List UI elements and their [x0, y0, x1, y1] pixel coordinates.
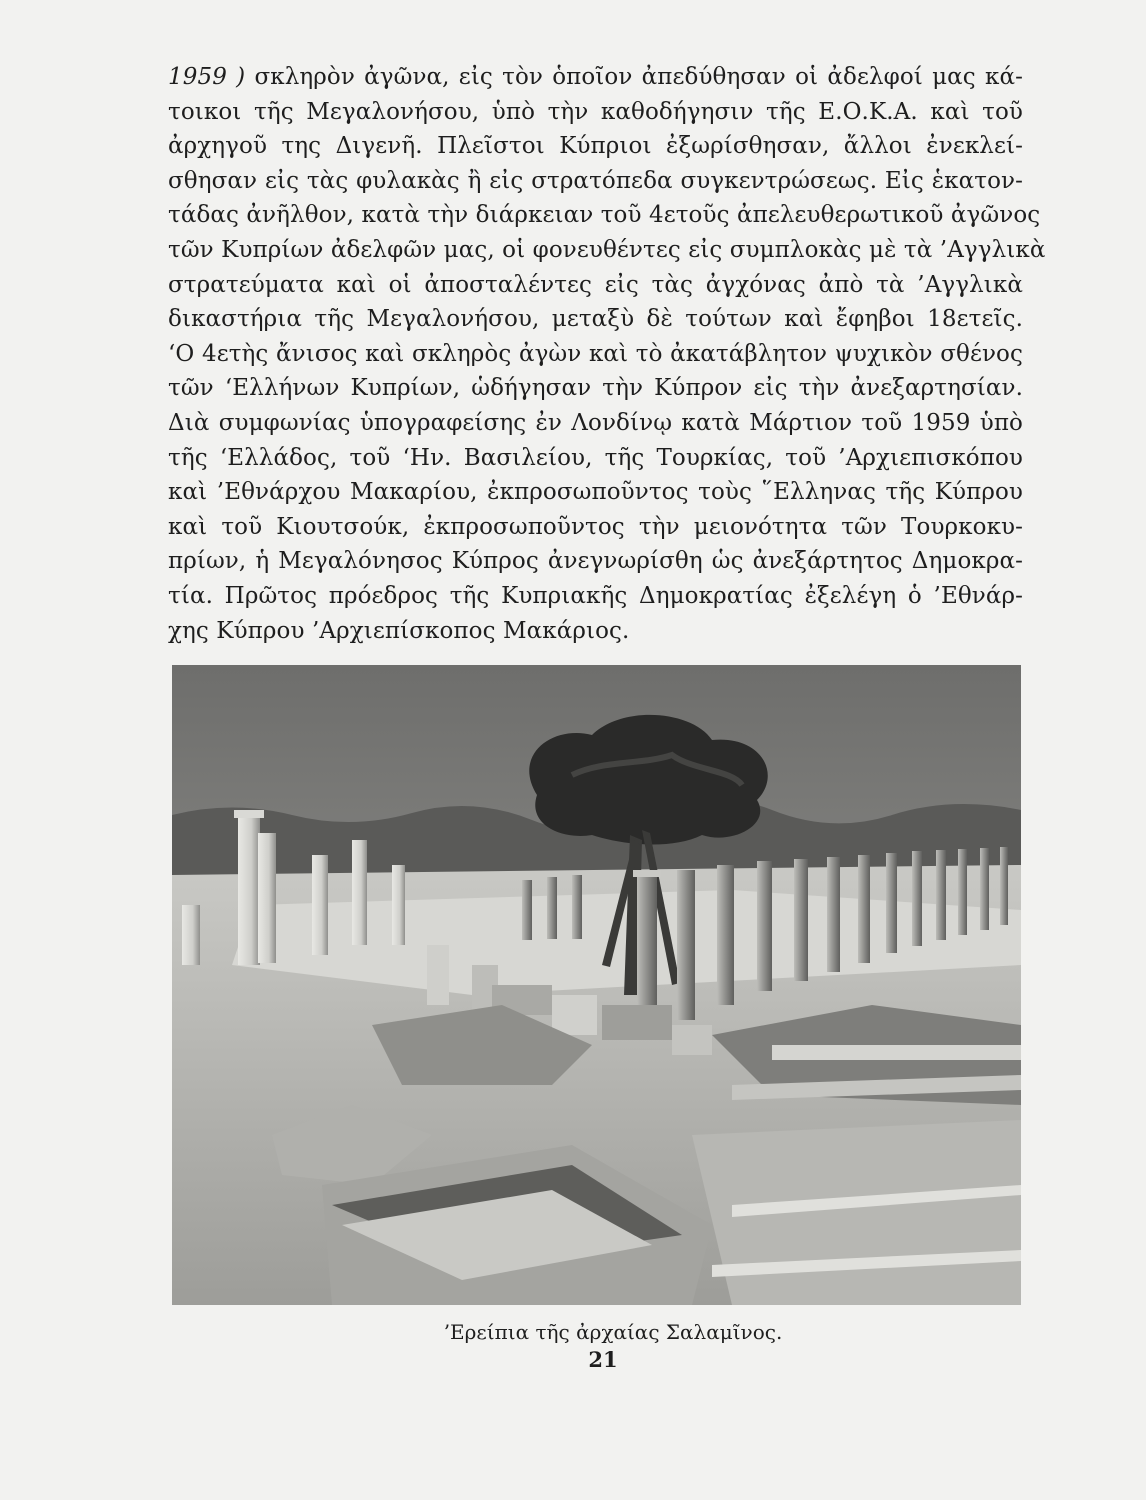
text-line: τία. Πρῶτος πρόεδρος τῆς Κυπριακῆς Δημοκρατίας ἐξελέγη ὁ ’Εθνάρ-	[168, 582, 1023, 609]
text-line: Διὰ συμφωνίας ὑπογραφείσης ἐν Λονδίνῳ κατὰ Μάρτιον τοῦ 1959 ὑπὸ	[168, 409, 1023, 436]
salamis-ruins-photo	[172, 665, 1021, 1305]
text-line: 1959 ) σκληρὸν ἀγῶνα, εἰς τὸν ὁποῖον ἀπεδύθησαν οἱ ἀδελφοί μας κά-	[168, 64, 1023, 90]
figure-caption: ’Ερείπια τῆς ἀρχαίας Σαλαμῖνος.	[443, 1320, 783, 1344]
text-line: στρατεύματα καὶ οἱ ἀποσταλέντες εἰς τὰς ἀγχόνας ἀπὸ τὰ ’Αγγλικὰ	[168, 271, 1023, 298]
text-line: τάδας ἀνῆλθον, κατὰ τὴν διάρκειαν τοῦ 4ετοῦς ἀπελευθερωτικοῦ ἀγῶνος	[168, 202, 1041, 229]
text-line: τῆς ‘Ελλάδος, τοῦ ‘Ην. Βασιλείου, τῆς Τουρκίας, τοῦ ’Αρχιεπισκόπου	[168, 444, 1023, 471]
text-line: χης Κύπρου ’Αρχιεπίσκοπος Μακάριος.	[168, 617, 630, 644]
text-line: ἀρχηγοῦ της Διγενῆ. Πλεῖστοι Κύπριοι ἐξωρίσθησαν, ἄλλοι ἐνεκλεί-	[168, 133, 1023, 160]
text-line: πρίων, ἡ Μεγαλόνησος Κύπρος ἀνεγνωρίσθη ὡς ἀνεξάρτητος Δημοκρα-	[168, 548, 1023, 575]
text-line: τῶν ‘Ελλήνων Κυπρίων, ὡδήγησαν τὴν Κύπρον εἰς τὴν ἀνεξαρτησίαν.	[168, 375, 1023, 402]
text-line: καὶ ’Εθνάρχου Μακαρίου, ἐκπροσωποῦντος τοὺς ῞Ελληνας τῆς Κύπρου	[168, 479, 1023, 506]
text-line: καὶ τοῦ Κιουτσούκ, ἐκπροσωποῦντος τὴν μειονότητα τῶν Τουρκοκυ-	[168, 513, 1023, 540]
page-number: 21	[588, 1347, 618, 1372]
text-line: τοικοι τῆς Μεγαλονήσου, ὑπὸ τὴν καθοδήγησιν τῆς Ε.Ο.Κ.Α. καὶ τοῦ	[168, 98, 1023, 125]
body-text	[168, 60, 1046, 648]
text-line: τῶν Κυπρίων ἀδελφῶν μας, οἱ φονευθέντες εἰς συμπλοκὰς μὲ τὰ ’Αγγλικὰ	[168, 236, 1046, 263]
text-line: ‘Ο 4ετὴς ἄνισος καὶ σκληρὸς ἀγὼν καὶ τὸ ἀκατάβλητον ψυχικὸν σθένος	[168, 340, 1023, 367]
text-line: σθησαν εἰς τὰς φυλακὰς ἢ εἰς στρατόπεδα συγκεντρώσεως. Εἰς ἑκατον-	[168, 167, 1023, 194]
lead-year: 1959 )	[168, 64, 246, 90]
text-line: δικαστήρια τῆς Μεγαλονήσου, μεταξὺ δὲ τούτων καὶ ἔφηβοι 18ετεῖς.	[168, 306, 1023, 333]
